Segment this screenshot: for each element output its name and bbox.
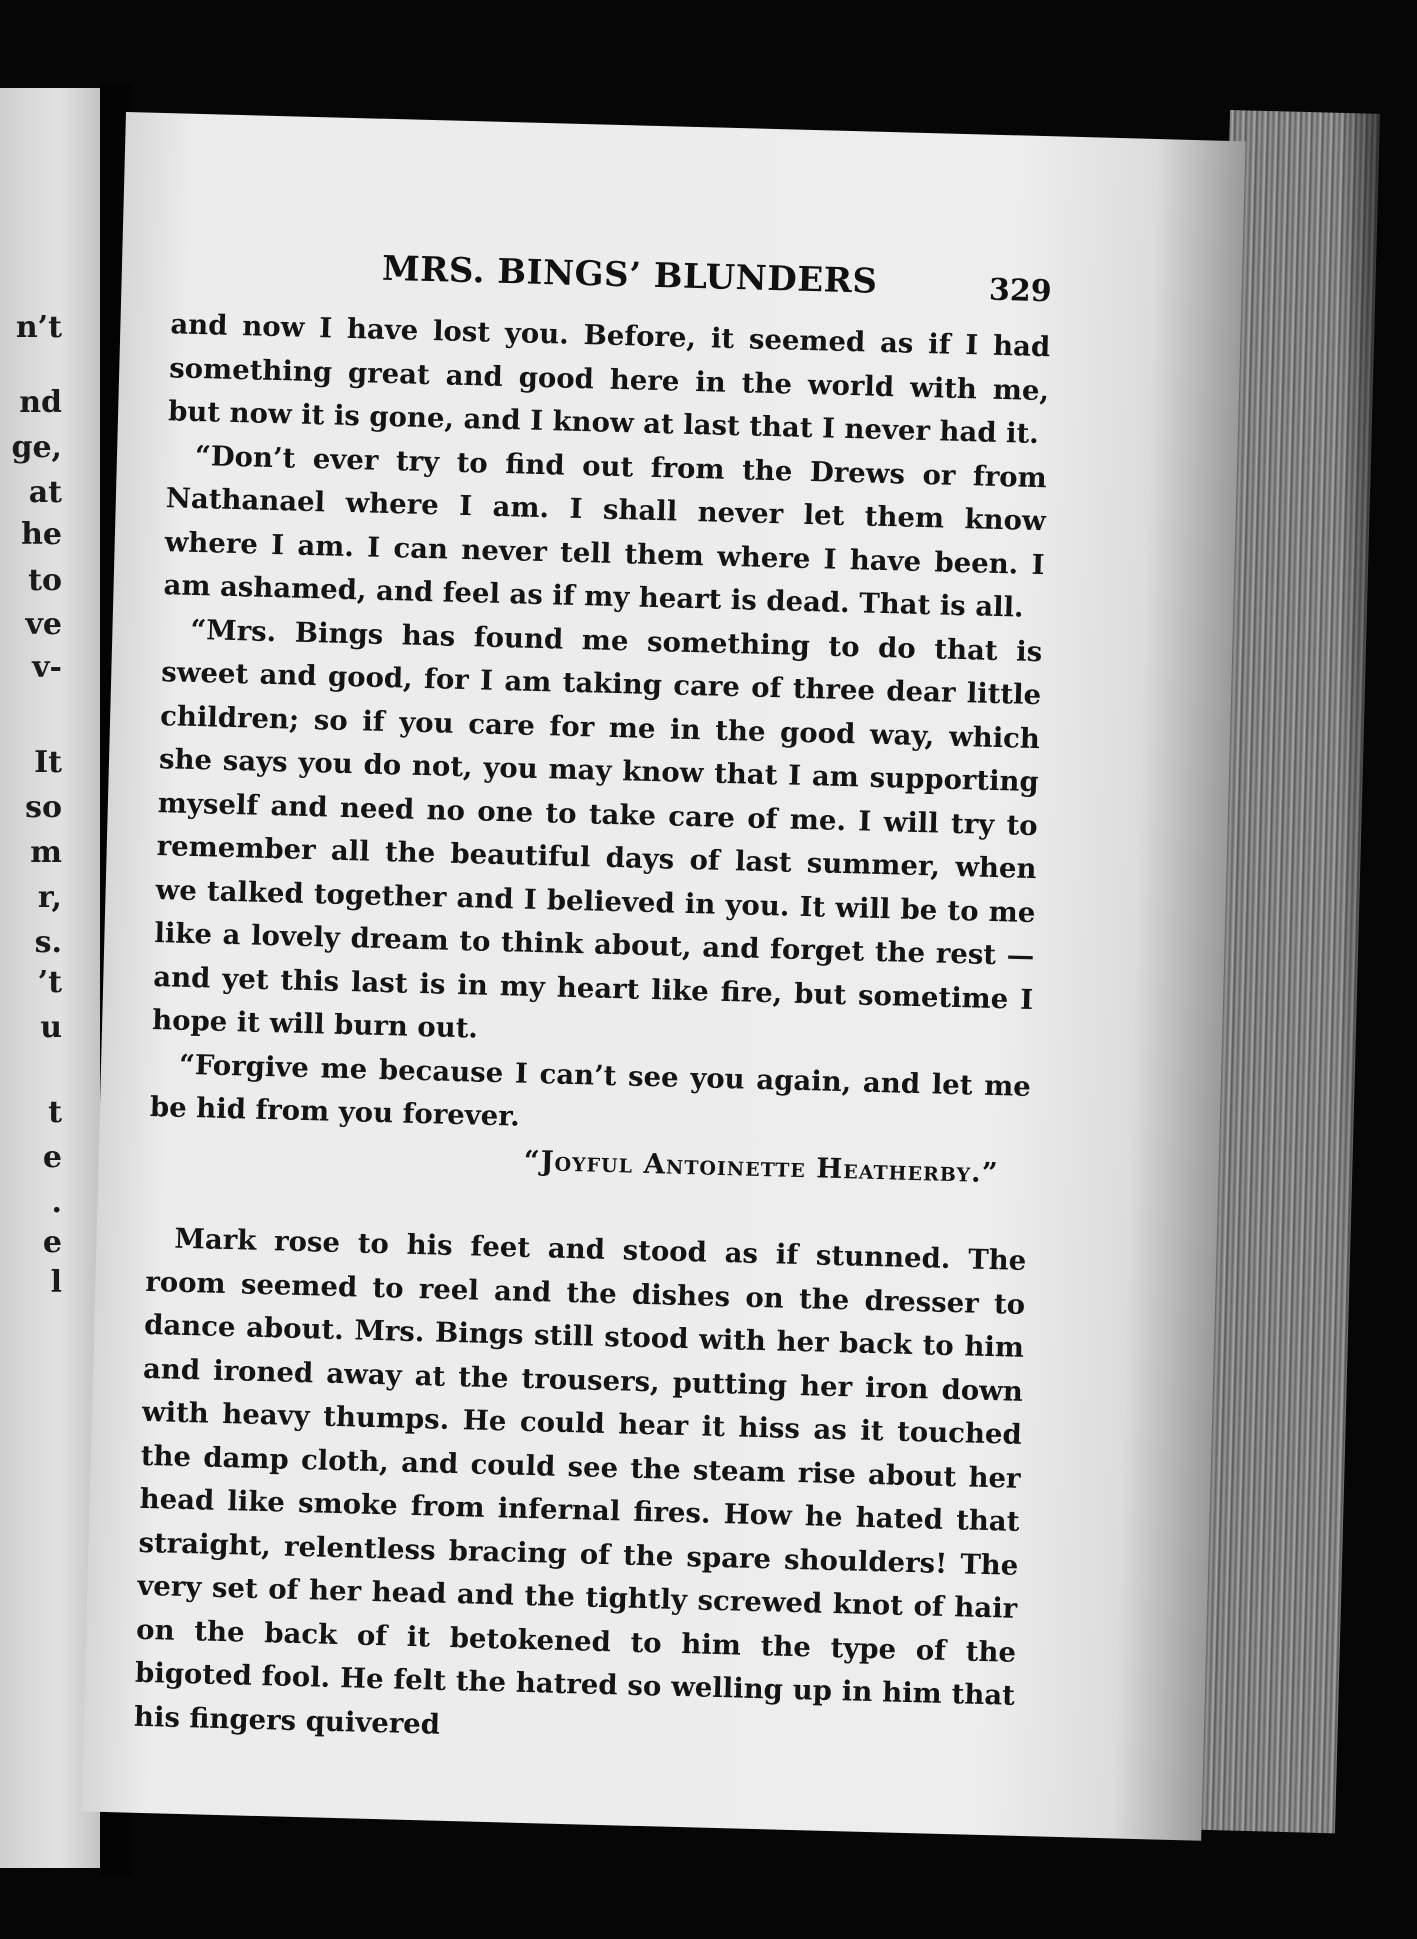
left-page-fragment: nd	[19, 385, 62, 420]
page-content	[133, 243, 1052, 1762]
left-page-fragment: t	[48, 1095, 62, 1130]
letter-signature: “Joyful Antoinette Heatherby.”	[523, 1144, 999, 1189]
left-page-fragment: n’t	[15, 310, 62, 345]
paragraph: “Don’t ever try to find out from the Drews or from Nathanael where I am. I shall never let them know where I am. I can never tell them where I have been. I am ashamed, and feel as if my heart is dead. That is all.	[163, 439, 1048, 624]
edge-shadow	[1340, 110, 1417, 1830]
left-page-fragment: so	[25, 790, 62, 825]
book-page	[81, 112, 1245, 1841]
left-page-fragment: to	[28, 563, 62, 598]
left-page-fragment: he	[21, 517, 62, 552]
left-page-fragment: e	[42, 1140, 62, 1175]
closing-paragraph: Mark rose to his feet and stood as if stunned. The room seemed to reel and the dishes on the dresser to dance about. Mrs. Bings still stood with her back to him and ironed away at the trousers, putting her iron down with heavy thumps. He could hear it hiss as it touched the damp cloth, and could see the steam rise about her head like smoke from infernal fires. How he hated that straight, relentless bracing of the spare shoulders! The very set of her head and the tightly screwed knot of hair on the back of it betokened to him the type of the bigoted fool. He felt the hatred so welling up in him that his fingers quivered	[133, 1222, 1027, 1741]
left-page-fragment: at	[28, 475, 62, 510]
left-page-fragment: .	[51, 1185, 62, 1220]
paragraph: “Forgive me because I can’t see you again, and let me be hid from you forever.	[149, 1048, 1032, 1133]
left-page-fragment: ve	[25, 607, 62, 642]
left-page-fragment: u	[40, 1010, 62, 1045]
left-page-fragment: l	[50, 1265, 62, 1300]
left-page-fragment: m	[30, 835, 62, 870]
running-title: MRS. BINGS’ BLUNDERS	[381, 248, 878, 302]
left-page-fragment: ’t	[37, 965, 62, 1000]
left-page-fragment: It	[34, 745, 62, 780]
page-number: 329	[988, 272, 1053, 310]
paragraph: and now I have lost you. Before, it seemed as if I had something great and good here in the world with me, but now it is gone, and I know at last that I never had it.	[167, 308, 1051, 450]
left-page-fragment: s.	[34, 925, 62, 960]
paragraph: “Mrs. Bings has found me something to do that is sweet and good, for I am taking care of three dear little children; so if you care for me in the good way, which she says you do not, you may know that I am supporting myself and need no one to take care of me. I will try to remember all the beautiful days of last summer, when we talked together and I believed in you. It will be to me like a lovely dream to think about, and forget the rest — and yet this last is in my heart like fire, but sometime I hope it will burn out.	[151, 613, 1043, 1045]
left-page-fragment: ge,	[11, 430, 62, 465]
left-page-fragment: v-	[32, 650, 62, 685]
left-page-fragment: r,	[37, 880, 62, 915]
left-page-fragment: e	[42, 1225, 62, 1260]
